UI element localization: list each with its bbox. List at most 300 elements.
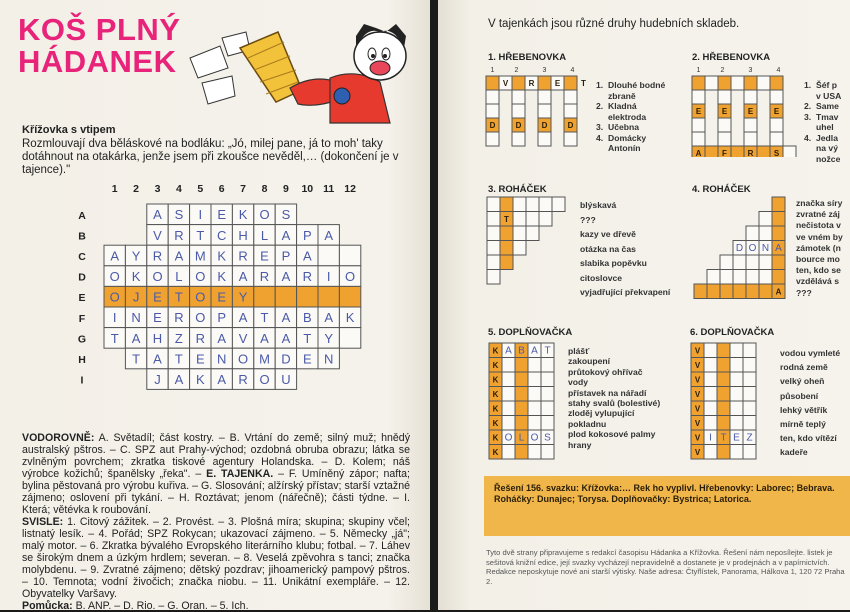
grid-cell: [515, 358, 528, 373]
clue-line: nečistota v: [796, 220, 841, 231]
handwritten-letter: N: [131, 310, 141, 326]
grid-cell: [512, 132, 525, 146]
handwritten-letter: V: [153, 227, 162, 243]
clues-tajenka: E. TAJENKA.: [206, 468, 274, 480]
clue-line: citoslovce: [580, 272, 623, 283]
grid-letter: A: [775, 287, 782, 297]
handwritten-letter: I: [112, 310, 117, 326]
section-6-clues: [780, 346, 840, 460]
grid-cell: [744, 132, 757, 146]
handwritten-letter: D: [735, 243, 744, 255]
handwritten-letter: A: [281, 310, 291, 326]
clue-line: pokladnu: [568, 418, 607, 429]
clue-text: Dlouhé bodné: [608, 80, 666, 90]
handwritten-letter: T: [303, 330, 312, 346]
clue-line: [804, 91, 841, 102]
clue-number: 1.: [596, 80, 604, 90]
handwritten-letter: B: [302, 310, 312, 326]
grid-cell: [564, 90, 577, 104]
handwritten-letter: N: [324, 351, 334, 367]
grid-cell: [564, 76, 577, 90]
grid-cell: [486, 132, 499, 146]
section-3-clues: [580, 198, 670, 300]
clue-line: [804, 154, 841, 165]
clues-horizontal: A. Světadíl; část kostry. – B. Vrtání do země; silný muž; hnědý australský pštros. – C. SPZ aut Prahy-východ; ozdobná obruba obrazu; látka se zvlněným povrchem; zkratka tiskové agentury Holandska. – D. Kolem; náš výrobce kožichů; španělsky „řeka". –: [22, 432, 410, 480]
grid-cell: [538, 90, 551, 104]
handwritten-letter: O: [748, 243, 757, 255]
section-2-clues: [804, 80, 841, 164]
clue-line: vodou vymleté: [780, 348, 841, 358]
doplnovacka-5-grid: [488, 342, 568, 466]
crossword-cell: [318, 245, 339, 266]
column-number: 4: [776, 67, 781, 74]
column-number: 3: [542, 67, 547, 74]
grid-cell: [746, 255, 759, 270]
handwritten-letter: A: [260, 330, 269, 346]
column-number: 2: [514, 67, 519, 74]
clue-line: [804, 122, 841, 133]
clue-text: Antonín: [608, 143, 641, 153]
grid-cell: [704, 358, 717, 373]
grid-cell: [541, 401, 554, 416]
section-3-title: 3. ROHÁČEK: [488, 184, 547, 195]
grid-cell: [513, 197, 526, 212]
grid-cell: [783, 146, 796, 157]
clue-line: přístavek na nářadí: [568, 387, 647, 398]
handwritten-letter: T: [544, 345, 551, 357]
clue-number: 3.: [804, 111, 812, 122]
grid-letter: K: [492, 404, 499, 414]
row-letter: I: [80, 374, 84, 387]
handwritten-letter: K: [238, 207, 248, 223]
column-number: 12: [344, 183, 356, 195]
grid-cell: [746, 284, 759, 299]
column-number: 10: [301, 183, 314, 195]
grid-cell: [528, 445, 541, 460]
column-number: 2: [133, 183, 140, 195]
handwritten-letter: O: [504, 432, 513, 444]
grid-cell: [539, 197, 552, 212]
grid-cell: [552, 197, 565, 212]
grid-cell: [486, 76, 499, 90]
grid-letter: S: [773, 149, 780, 157]
grid-cell: [707, 284, 720, 299]
clue-text: Jedla: [816, 132, 838, 143]
handwritten-letter: A: [775, 243, 782, 255]
grid-cell: [718, 132, 731, 146]
column-number: 4: [175, 183, 182, 195]
grid-cell: [730, 416, 743, 431]
clue-number: [596, 143, 608, 154]
handwritten-letter: C: [217, 227, 227, 243]
grid-cell: [705, 76, 718, 90]
clue-line: značka síry: [796, 198, 843, 208]
crossword-cell: [318, 286, 339, 307]
column-number: 3: [154, 183, 161, 195]
handwritten-letter: E: [217, 289, 227, 305]
clue-line: [804, 143, 841, 154]
grid-cell: [541, 372, 554, 387]
handwritten-letter: S: [174, 207, 184, 223]
clue-line: [804, 80, 841, 91]
row-letters: [78, 210, 86, 387]
grid-cell: [770, 118, 783, 132]
handwritten-letter: E: [153, 289, 162, 305]
grid-cell: [743, 387, 756, 402]
handwritten-letter: E: [153, 310, 162, 326]
grid-cell: [730, 343, 743, 358]
grid-cell: [487, 226, 500, 241]
grid-cell: [486, 104, 499, 118]
column-number: 11: [323, 183, 335, 195]
grid-cell: [772, 197, 785, 212]
grid-cell: [718, 76, 731, 90]
clue-line: vyjadřující překvapení: [580, 287, 671, 297]
handwritten-letter: O: [259, 207, 270, 223]
handwritten-letter: H: [238, 227, 248, 243]
handwritten-letter: P: [302, 227, 312, 243]
grid-letter: E: [747, 107, 754, 117]
clue-line: [596, 80, 665, 91]
handwritten-letter: R: [259, 269, 270, 285]
grid-cell: [704, 343, 717, 358]
grid-cell: [502, 358, 515, 373]
section-5-clues: [568, 346, 660, 450]
grid-cell: [770, 90, 783, 104]
grid-cell: [772, 255, 785, 270]
grid-cell: [515, 416, 528, 431]
solution-box: [484, 476, 850, 536]
column-number: 5: [197, 183, 204, 195]
column-number: 8: [261, 183, 268, 195]
clue-line: ten, kdo se: [796, 265, 841, 276]
grid-cell: [717, 401, 730, 416]
clue-text: Domácky: [608, 132, 647, 143]
handwritten-letter: A: [281, 269, 291, 285]
clue-line: kazy ve dřevě: [580, 229, 636, 239]
grid-cell: [692, 90, 705, 104]
clue-line: [596, 133, 665, 144]
clue-number: [804, 154, 816, 165]
clue-line: rodná země: [780, 362, 828, 373]
handwritten-letter: D: [281, 351, 291, 367]
handwritten-letter: A: [281, 330, 291, 346]
handwritten-letter: S: [544, 432, 551, 444]
clue-text: nožce: [816, 153, 841, 164]
grid-letter: E: [721, 107, 728, 117]
clue-number: 2.: [804, 101, 812, 111]
clue-text: na vý: [816, 143, 838, 153]
handwritten-letter: A: [531, 345, 538, 357]
handwritten-letter: Y: [324, 330, 334, 346]
handwritten-letter: T: [174, 289, 183, 305]
grid-cell: [746, 226, 759, 241]
handwritten-letter: R: [152, 248, 163, 264]
grid-cell: [704, 401, 717, 416]
hrebenovka-1-grid: [484, 62, 596, 157]
clue-number: 2.: [596, 101, 604, 111]
cartoon-cat-illustration: [180, 18, 430, 130]
clue-text: zbraně: [608, 90, 636, 101]
handwritten-letter: L: [175, 269, 183, 285]
clues-hint: B. ANP. – D. Rio. – G. Oran. – 5. Ich.: [75, 600, 249, 612]
clue-line: lehký větřík: [780, 404, 828, 415]
grid-cell: [759, 226, 772, 241]
grid-cell: [487, 241, 500, 256]
grid-cell: [705, 146, 718, 157]
handwritten-letter: R: [238, 372, 248, 388]
section-1-title: 1. HŘEBENOVKA: [488, 52, 567, 63]
grid-letter: F: [722, 149, 727, 157]
handwritten-letter: O: [109, 269, 120, 285]
section-4-title: 4. ROHÁČEK: [692, 184, 751, 195]
handwritten-letter: I: [326, 269, 331, 285]
row-letter: A: [78, 209, 86, 222]
grid-cell: [730, 372, 743, 387]
grid-cell: [515, 372, 528, 387]
row-letter: B: [78, 230, 86, 243]
section-1-clues: [596, 80, 665, 154]
handwritten-letter: A: [281, 227, 291, 243]
section-5-title: 5. DOPLŇOVAČKA: [488, 327, 573, 338]
grid-cell: [733, 255, 746, 270]
grid-cell: [759, 212, 772, 227]
row-letter: H: [78, 354, 86, 367]
grid-cell: [513, 212, 526, 227]
grid-cell: [759, 270, 772, 285]
handwritten-letter: A: [217, 372, 227, 388]
grid-cell: [720, 270, 733, 285]
clue-line: plášť: [568, 346, 590, 356]
clue-text: elektroda: [608, 111, 647, 122]
grid-cell: [538, 132, 551, 146]
clue-number: 4.: [804, 132, 812, 143]
section-2-title: 2. HŘEBENOVKA: [692, 52, 771, 63]
clue-line: zloděj vylupující: [568, 408, 635, 419]
clue-line: zakoupení: [568, 356, 611, 367]
grid-cell: [718, 118, 731, 132]
handwritten-letter: B: [518, 345, 525, 357]
rohacek-3-grid: [486, 196, 586, 300]
clue-line: otázka na čas: [580, 243, 636, 254]
grid-cell: [743, 401, 756, 416]
handwritten-letter: A: [174, 372, 184, 388]
grid-cell: [526, 226, 539, 241]
grid-cell: [502, 401, 515, 416]
handwritten-letter: E: [217, 207, 227, 223]
clue-line: [596, 101, 665, 112]
clue-line: [804, 112, 841, 123]
grid-cell: [730, 358, 743, 373]
footer-note: Tyto dvě strany připravujeme s redakcí časopisu Hádanka a Křížovka. Řešení nám neposílejte. listek je sešitová knižní edice, její svazky vycházejí nepravidelně a dostanete je v prodejnách a v papírnictvích. Redakce neposkytuje nové ani starší výtisky. Naše adresa: Čtyřlístek, Panorama, Hálkova 1, 120 72 Praha 2.: [486, 548, 845, 586]
grid-cell: [717, 416, 730, 431]
handwritten-letter: N: [761, 243, 770, 255]
grid-letter: V: [694, 360, 701, 370]
grid-cell: [759, 284, 772, 299]
grid-letter: V: [694, 447, 701, 457]
column-number: 1: [111, 183, 118, 195]
column-number: 2: [720, 67, 725, 74]
grid-cell: [515, 445, 528, 460]
grid-cell: [500, 255, 513, 270]
grid-cell: [772, 212, 785, 227]
clue-number: 1.: [804, 80, 812, 90]
grid-cell: [487, 212, 500, 227]
grid-cell: [720, 255, 733, 270]
grid-cell: [487, 255, 500, 270]
handwritten-letter: P: [217, 310, 227, 326]
right-page: [438, 0, 850, 610]
handwritten-letter: A: [238, 310, 248, 326]
handwritten-letter: T: [132, 351, 141, 367]
handwritten-letter: A: [505, 345, 512, 357]
grid-cell: [744, 76, 757, 90]
grid-letter: V: [694, 418, 701, 428]
handwritten-letter: R: [174, 227, 184, 243]
clues-horizontal-2: – F. Umíněný zápor; nafta; bylina pěstovaná pro výrobu kuřiva. – G. Slosování; alžírský přístav; starší vztažné zájmeno; oslovení při tykání. – H. Roztávat; jenom (nářečně); části týdne. – I. Která; větévka k roubování.: [22, 468, 411, 516]
clue-line: vody: [568, 377, 589, 388]
grid-cell: [704, 445, 717, 460]
grid-cell: [733, 270, 746, 285]
grid-cell: [746, 270, 759, 285]
clue-text: Kladná: [608, 101, 637, 111]
clue-line: zvratné záj: [796, 209, 840, 220]
handwritten-letter: H: [152, 330, 163, 346]
title-line-1: KOŠ PLNÝ: [18, 12, 181, 47]
grid-cell: [512, 90, 525, 104]
grid-letter: K: [492, 447, 499, 457]
handwritten-letter: V: [238, 330, 248, 346]
section-4-clues: [796, 198, 843, 299]
clue-line: kadeře: [780, 447, 808, 458]
clue-line: vzdělává s: [796, 276, 839, 287]
grid-cell: [692, 76, 705, 90]
grid-letter: D: [541, 121, 548, 131]
clue-number: [804, 143, 816, 154]
handwritten-letter: R: [238, 248, 248, 264]
clue-line: plod kokosové palmy: [568, 429, 656, 440]
handwritten-letter: T: [196, 227, 205, 243]
grid-cell: [692, 118, 705, 132]
grid-letter: K: [492, 360, 499, 370]
column-number: 1: [490, 67, 495, 74]
handwritten-letter: O: [109, 289, 120, 305]
handwritten-letter: U: [281, 372, 291, 388]
grid-cell: [541, 445, 554, 460]
grid-cell: [500, 197, 513, 212]
row-letter: F: [78, 312, 86, 325]
handwritten-letter: R: [195, 330, 205, 346]
handwritten-letter: A: [110, 248, 120, 264]
grid-cell: [528, 372, 541, 387]
clues-horizontal-heading: VODOROVNĚ:: [22, 432, 95, 444]
grid-cell: [539, 212, 552, 227]
crossword-cells: [104, 204, 361, 389]
column-numbers: [112, 183, 356, 195]
handwritten-letter: E: [260, 248, 269, 264]
grid-cell: [730, 401, 743, 416]
grid-cell: [720, 284, 733, 299]
handwritten-letter: A: [324, 227, 334, 243]
grid-cell: [759, 255, 772, 270]
grid-cell: [515, 387, 528, 402]
grid-cell: [541, 358, 554, 373]
clue-text: uhel: [816, 122, 834, 132]
grid-letter: V: [694, 389, 701, 399]
handwritten-letter: I: [198, 207, 203, 223]
doplnovacka-6-grid: [690, 342, 778, 466]
crossword-cell: [339, 245, 360, 266]
column-number: 6: [218, 183, 225, 195]
crossword-cell: [297, 286, 318, 307]
column-number: 9: [282, 183, 289, 195]
handwritten-letter: A: [153, 351, 162, 367]
grid-cell: [770, 132, 783, 146]
clue-text: Tmav: [816, 111, 839, 122]
clue-line: [804, 101, 841, 112]
clues-hint-heading: Pomůcka:: [22, 600, 73, 612]
handwritten-letter: O: [195, 289, 206, 305]
handwritten-letter: N: [217, 351, 227, 367]
crossword-cell: [275, 286, 296, 307]
grid-cell: [743, 416, 756, 431]
handwritten-letter: A: [324, 310, 334, 326]
handwritten-letter: Z: [746, 432, 753, 444]
handwritten-letter: O: [238, 351, 249, 367]
puzzle-subtitle: Křížovka s vtipem: [22, 124, 116, 136]
grid-letter: V: [694, 346, 701, 356]
grid-cell: [500, 241, 513, 256]
clue-line: ???: [580, 214, 596, 225]
handwritten-letter: I: [709, 432, 712, 444]
grid-letter: K: [492, 375, 499, 385]
grid-cell: [717, 445, 730, 460]
clue-line: slabika popěvku: [580, 258, 647, 268]
handwritten-letter: K: [195, 372, 205, 388]
handwritten-letter: O: [195, 310, 206, 326]
grid-cell: [502, 445, 515, 460]
grid-letter: V: [694, 404, 701, 414]
clue-text: v USA: [816, 90, 842, 101]
grid-cell: [564, 132, 577, 146]
clue-number: [804, 122, 816, 133]
handwritten-letter: K: [217, 248, 227, 264]
clue-number: [804, 91, 816, 102]
grid-letter: D: [567, 121, 574, 131]
grid-cell: [731, 146, 744, 157]
grid-letter: K: [492, 433, 499, 443]
grid-cell: [743, 445, 756, 460]
right-page-heading: V tajenkách jsou různé druhy hudebních skladeb.: [488, 18, 740, 30]
grid-cell: [502, 387, 515, 402]
grid-cell: [564, 104, 577, 118]
grid-cell: [526, 212, 539, 227]
grid-cell: [733, 284, 746, 299]
row-letter: C: [78, 251, 86, 264]
handwritten-letter: K: [345, 310, 355, 326]
crossword-clues: [22, 432, 410, 612]
grid-cell: [718, 90, 731, 104]
page-title: [18, 14, 180, 78]
handwritten-letter: T: [110, 330, 119, 346]
grid-letter: T: [504, 214, 509, 224]
grid-cell: [512, 76, 525, 90]
clue-line: [596, 112, 665, 123]
grid-cell: [743, 358, 756, 373]
clue-number: [596, 91, 608, 102]
handwritten-letter: E: [195, 351, 205, 367]
row-letter: G: [77, 333, 87, 346]
